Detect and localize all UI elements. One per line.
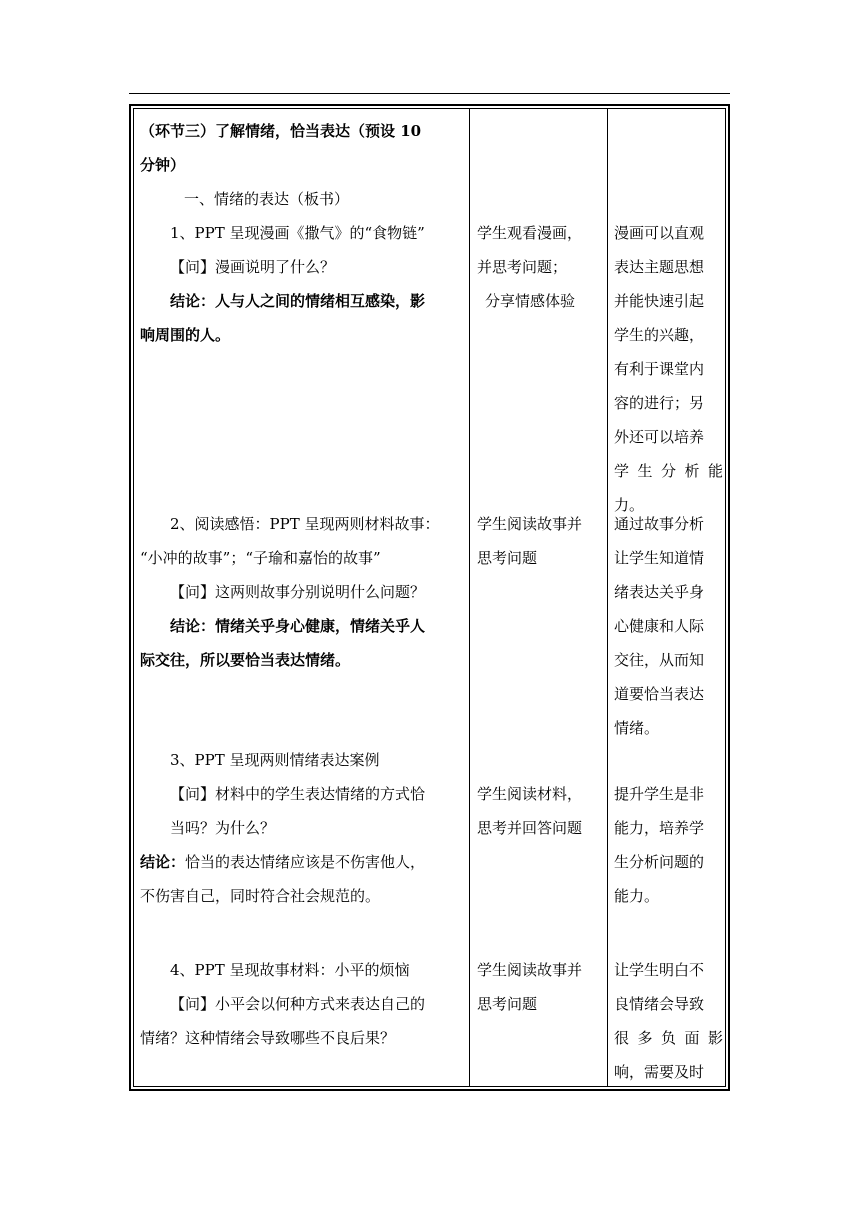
block4-line3: 情绪？这种情绪会导致哪些不良后果？ (140, 1029, 396, 1047)
block4-student-line1: 学生阅读故事并 (477, 961, 583, 979)
teacher-activity-column (134, 109, 469, 1086)
block1-line1: 1、PPT 呈现漫画《撒气》的“食物链” (170, 224, 425, 242)
block1-conclusion-line2: 响周围的人。 (140, 326, 231, 344)
block3-line2: 【问】材料中的学生表达情绪的方式恰 (170, 785, 426, 803)
block2-conclusion-line1: 结论：情绪关乎身心健康，情绪关乎人 (170, 617, 426, 635)
block3-purpose-line3: 生分析问题的 (614, 853, 705, 871)
table-inner-border (133, 108, 726, 1087)
block2-line3: 【问】这两则故事分别说明什么问题？ (170, 583, 426, 601)
block1-purpose-line9: 力。 (614, 496, 645, 514)
block2-conclusion-line2: 际交往，所以要恰当表达情绪。 (140, 651, 351, 669)
section-title-line2: 分钟） (140, 156, 186, 174)
block4-purpose-line4: 响，需要及时 (614, 1063, 705, 1081)
block1-purpose-line7: 外还可以培养 (614, 428, 705, 446)
block3-line1: 3、PPT 呈现两则情绪表达案例 (170, 751, 380, 769)
block1-student-line1: 学生观看漫画， (477, 224, 583, 242)
block1-purpose-line1: 漫画可以直观 (614, 224, 705, 242)
block1-student-line2: 并思考问题； (477, 258, 568, 276)
block4-line2: 【问】小平会以何种方式来表达自己的 (170, 995, 426, 1013)
block2-purpose-line1: 通过故事分析 (614, 515, 705, 533)
block4-student-line2: 思考问题 (477, 995, 538, 1013)
block2-student-line1: 学生阅读故事并 (477, 515, 583, 533)
lesson-table (129, 104, 730, 1091)
block1-purpose-line2: 表达主题思想 (614, 258, 705, 276)
student-activity-column (470, 109, 607, 1086)
block3-conclusion-label: 结论： (140, 853, 186, 871)
block3-conclusion-line2: 不伤害自己，同时符合社会规范的。 (140, 887, 381, 905)
block3-purpose-line4: 能力。 (614, 887, 660, 905)
block3-purpose-line1: 提升学生是非 (614, 785, 705, 803)
block2-line1: 2、阅读感悟：PPT 呈现两则材料故事： (170, 515, 440, 533)
block2-purpose-line3: 绪表达关乎身 (614, 583, 705, 601)
block2-purpose-line7: 情绪。 (614, 719, 660, 737)
block3-line3: 当吗？为什么？ (170, 819, 276, 837)
block2-student-line2: 思考问题 (477, 549, 538, 567)
block2-purpose-line2: 让学生知道情 (614, 549, 705, 567)
block1-purpose-line4: 学生的兴趣， (614, 326, 705, 344)
block3-student-line2: 思考并回答问题 (477, 819, 583, 837)
block4-purpose-line1: 让学生明白不 (614, 961, 705, 979)
block1-purpose-line3: 并能快速引起 (614, 292, 705, 310)
design-purpose-column (608, 109, 725, 1086)
block4-purpose-line2: 良情绪会导致 (614, 995, 705, 1013)
section-title-line1: （环节三）了解情绪，恰当表达（预设 10 (140, 122, 422, 140)
block1-purpose-line6: 容的进行；另 (614, 394, 705, 412)
section-subheading: 一、情绪的表达（板书） (184, 190, 350, 208)
block4-line1: 4、PPT 呈现故事材料：小平的烦恼 (170, 961, 410, 979)
block1-conclusion-line1: 结论：人与人之间的情绪相互感染，影 (170, 292, 426, 310)
block3-student-line1: 学生阅读材料， (477, 785, 583, 803)
block1-student-line3: 分享情感体验 (485, 292, 576, 310)
block2-purpose-line5: 交往，从而知 (614, 651, 705, 669)
block3-purpose-line2: 能力，培养学 (614, 819, 705, 837)
block4-purpose-line3: 很多负面影 (614, 1029, 723, 1047)
header-rule (129, 93, 730, 94)
block2-line2: “小冲的故事”；“子瑜和嘉怡的故事” (140, 549, 381, 567)
block3-conclusion-line1 (140, 844, 463, 880)
block2-purpose-line6: 道要恰当表达 (614, 685, 705, 703)
block3-conclusion-text: 恰当的表达情绪应该是不伤害他人， (185, 853, 426, 871)
block2-purpose-line4: 心健康和人际 (614, 617, 705, 635)
block1-purpose-line8: 学生分析能 (614, 462, 723, 480)
block1-line2: 【问】漫画说明了什么？ (170, 258, 336, 276)
block1-purpose-line5: 有利于课堂内 (614, 360, 705, 378)
